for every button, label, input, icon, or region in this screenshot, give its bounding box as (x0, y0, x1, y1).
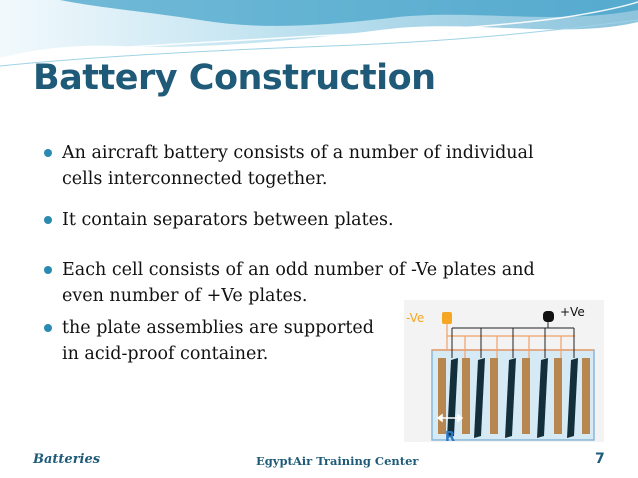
bullet-text-line: cells interconnected together. (62, 169, 328, 189)
copper-plate (438, 358, 446, 434)
copper-plate (582, 358, 590, 434)
copper-plate (554, 358, 562, 434)
copper-plate (490, 358, 498, 434)
bullet-text-line: Each cell consists of an odd number of -Ve plates and (62, 260, 535, 280)
negative-label: -Ve (406, 311, 425, 325)
bullet-text-line: the plate assemblies are supported (62, 318, 374, 338)
separator-label: R (445, 430, 456, 442)
bullet-item (44, 207, 394, 233)
bullet-dot-icon (44, 324, 52, 332)
bullet-dot-icon (44, 149, 52, 157)
negative-terminal-icon (442, 312, 452, 324)
bullet-text-line: even number of +Ve plates. (62, 286, 308, 306)
bullet-item (44, 315, 374, 367)
page-number: 7 (595, 451, 605, 467)
footer-section-name: Batteries (33, 452, 101, 467)
bullet-text-line: An aircraft battery consists of a number of individual (62, 143, 534, 163)
positive-label: +Ve (560, 305, 585, 319)
slide-title: Battery Construction (33, 58, 436, 98)
positive-terminal-icon (543, 311, 554, 322)
bullet-text-line: It contain separators between plates. (62, 210, 394, 230)
bullet-dot-icon (44, 216, 52, 224)
copper-plate (522, 358, 530, 434)
battery-cell-diagram (404, 300, 604, 442)
bullet-text-line: in acid-proof container. (62, 344, 269, 364)
copper-plate (462, 358, 470, 434)
bullet-dot-icon (44, 266, 52, 274)
footer-organization: EgyptAir Training Center (256, 454, 419, 468)
bullet-item (44, 140, 534, 192)
